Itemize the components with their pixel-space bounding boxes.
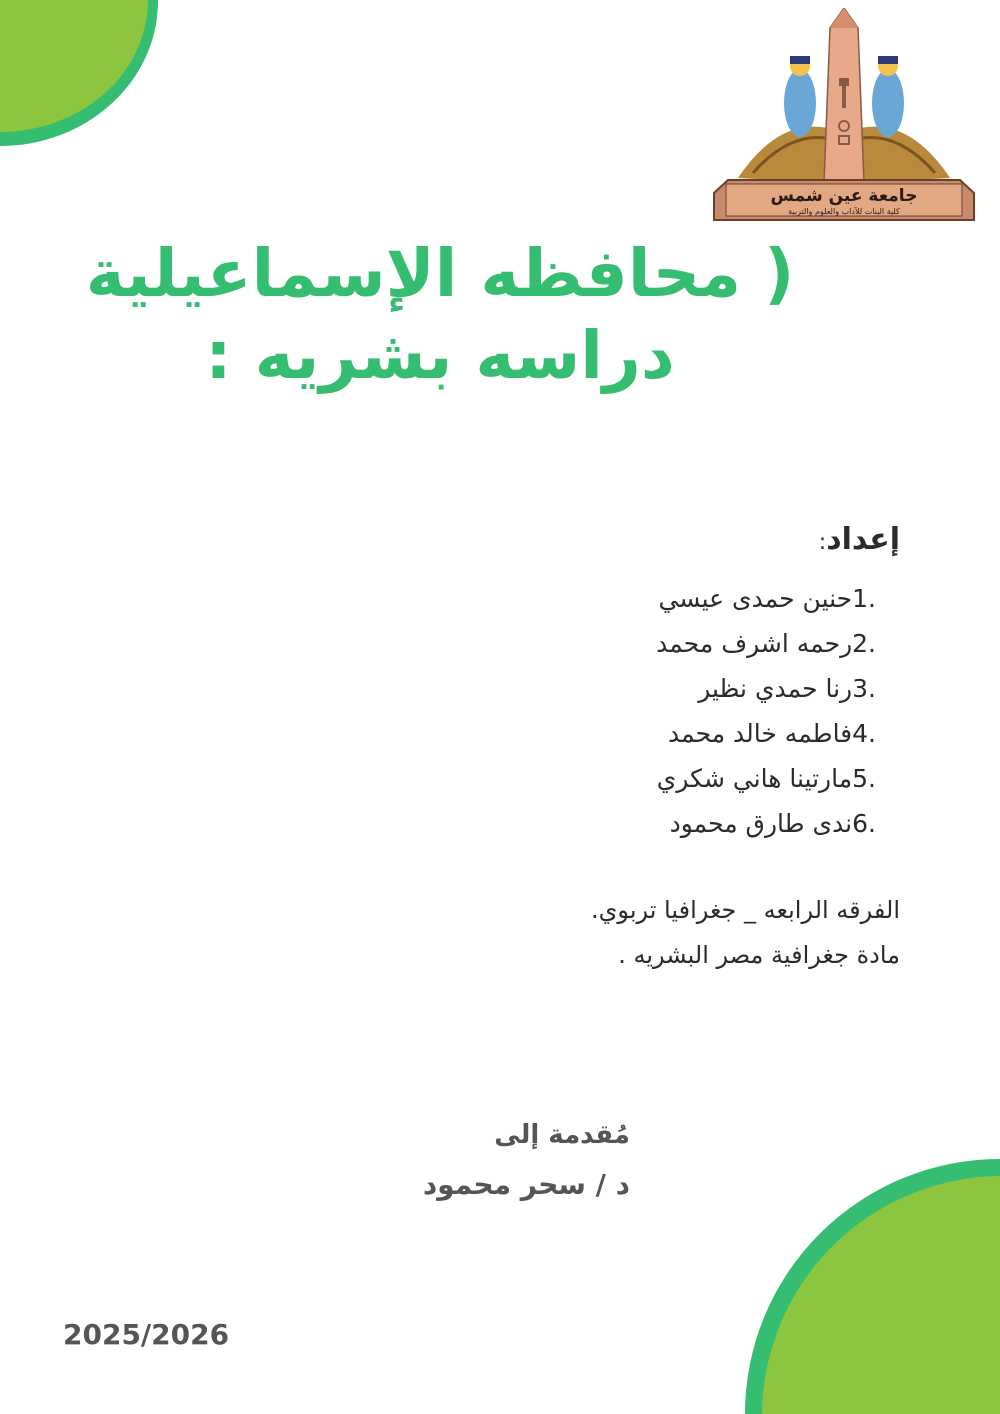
list-item-name: حنين حمدى عيسي [658, 584, 853, 613]
list-item [656, 666, 876, 711]
list-item-number: 3. [852, 674, 876, 703]
document-title-line-2: دراسه بشريه : [205, 317, 675, 394]
document-title-line-1: ( محافظه الإسماعيلية [85, 235, 795, 312]
list-item-number: 4. [852, 719, 876, 748]
corner-decoration-bottom-right [740, 1154, 1000, 1414]
list-item [656, 756, 876, 801]
list-item [656, 576, 876, 621]
list-item [656, 711, 876, 756]
logo-emblem-icon [708, 8, 980, 228]
course-subject-line: مادة جغرافية مصر البشريه . [618, 941, 900, 969]
presented-to-name: د / سحر محمود [422, 1168, 630, 1201]
svg-text:جامعة عين شمس: جامعة عين شمس [770, 186, 918, 206]
list-item [656, 621, 876, 666]
list-item-number: 2. [852, 629, 876, 658]
university-logo [708, 8, 980, 228]
list-item-name: مارتينا هاني شكري [656, 764, 853, 793]
list-item-name: فاطمه خالد محمد [668, 719, 853, 748]
presented-to-label: مُقدمة إلى [494, 1120, 630, 1150]
list-item-name: رحمه اشرف محمد [656, 629, 853, 658]
list-item-number: 1. [852, 584, 876, 613]
list-item-name: رنا حمدي نظير [698, 674, 853, 703]
prepared-by-label: إعداد [826, 522, 900, 557]
svg-text:كلية البنات للآداب والعلوم وال: كلية البنات للآداب والعلوم والتربية [788, 207, 900, 216]
list-item-number: 5. [852, 764, 876, 793]
authors-list [656, 576, 876, 846]
list-item-name: ندى طارق محمود [669, 809, 853, 838]
prepared-by-heading [819, 522, 900, 557]
list-item-number: 6. [852, 809, 876, 838]
corner-decoration-top-left [0, 0, 160, 150]
prepared-by-colon: : [818, 530, 827, 555]
academic-year: 2025/2026 [63, 1318, 230, 1351]
course-year-line: الفرقه الرابعه _ جغرافيا تربوي. [591, 896, 900, 924]
list-item [656, 801, 876, 846]
